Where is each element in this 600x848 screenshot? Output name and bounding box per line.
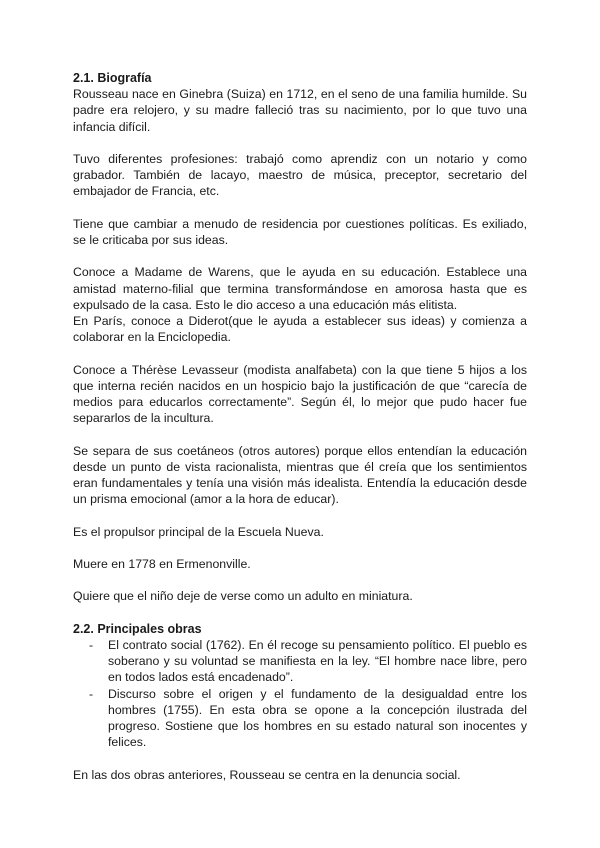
paragraph-levasseur: Conoce a Thérèse Levasseur (modista analfabeta) con la que tiene 5 hijos a los que interna recién nacidos en un hospicio bajo la justificación de que “carecía de medios para educarlos correctamente”. Según él, lo mejor que pudo hacer fue separarlos de la incultura. [73,362,527,426]
paragraph-escuela-nueva: Es el propulsor principal de la Escuela Nueva. [73,524,324,539]
paragraph-birth: Rousseau nace en Ginebra (Suiza) en 1712, en el seno de una familia humilde. Su padre era relojero, y su madre falleció tras su nacimiento, por lo que tuvo una infancia difícil. [73,87,527,134]
list-item [73,686,527,751]
paragraph-nino: Quiere que el niño deje de verse como un adulto en miniatura. [73,589,413,604]
works-list [73,637,527,750]
paragraph-professions: Tuvo diferentes profesiones: trabajó como aprendiz con un notario y como grabador. También de lacayo, maestro de música, preceptor, secretario del embajador de Francia, etc. [73,152,527,199]
list-item-text: Discurso sobre el origen y el fundamento de la desigualdad entre los hombres (1755). En esta obra se opone a la concepción ilustrada del progreso. Sostiene que los hombres en su estado natural son inocentes y felices. [108,686,527,750]
bullet-dash: - [89,686,94,701]
section-heading-biografia: 2.1. Biografía [73,71,152,85]
paragraph-warens: Conoce a Madame de Warens, que le ayuda en su educación. Establece una amistad materno-filial que termina transformándose en amorosa hasta que es expulsado de la casa. Esto le dio acceso a una educación más elitista. [73,265,527,312]
paragraph-death: Muere en 1778 en Ermenonville. [73,556,251,571]
bullet-dash: - [89,637,94,652]
paragraph-paris: En París, conoce a Diderot(que le ayuda a establecer sus ideas) y comienza a colaborar en la Enciclopedia. [73,314,527,345]
paragraph-residence: Tiene que cambiar a menudo de residencia por cuestiones políticas. Es exiliado, se le criticaba por sus ideas. [73,216,527,247]
list-item [73,637,527,686]
paragraph-closing: En las dos obras anteriores, Rousseau se centra en la denuncia social. [73,767,461,782]
paragraph-coetaneos: Se separa de sus coetáneos (otros autores) porque ellos entendían la educación desde un punto de vista racionalista, mientras que él creía que los sentimientos eran fundamentales y tenía una visión más idealista. Entendía la educación desde un prisma emocional (amor a la hora de educar). [73,443,527,507]
section-heading-obras: 2.2. Principales obras [73,621,202,636]
list-item-text: El contrato social (1762). En él recoge su pensamiento político. El pueblo es soberano y su voluntad se manifiesta en la ley. “El hombre nace libre, pero en todos lados está encadenado”. [108,637,527,685]
